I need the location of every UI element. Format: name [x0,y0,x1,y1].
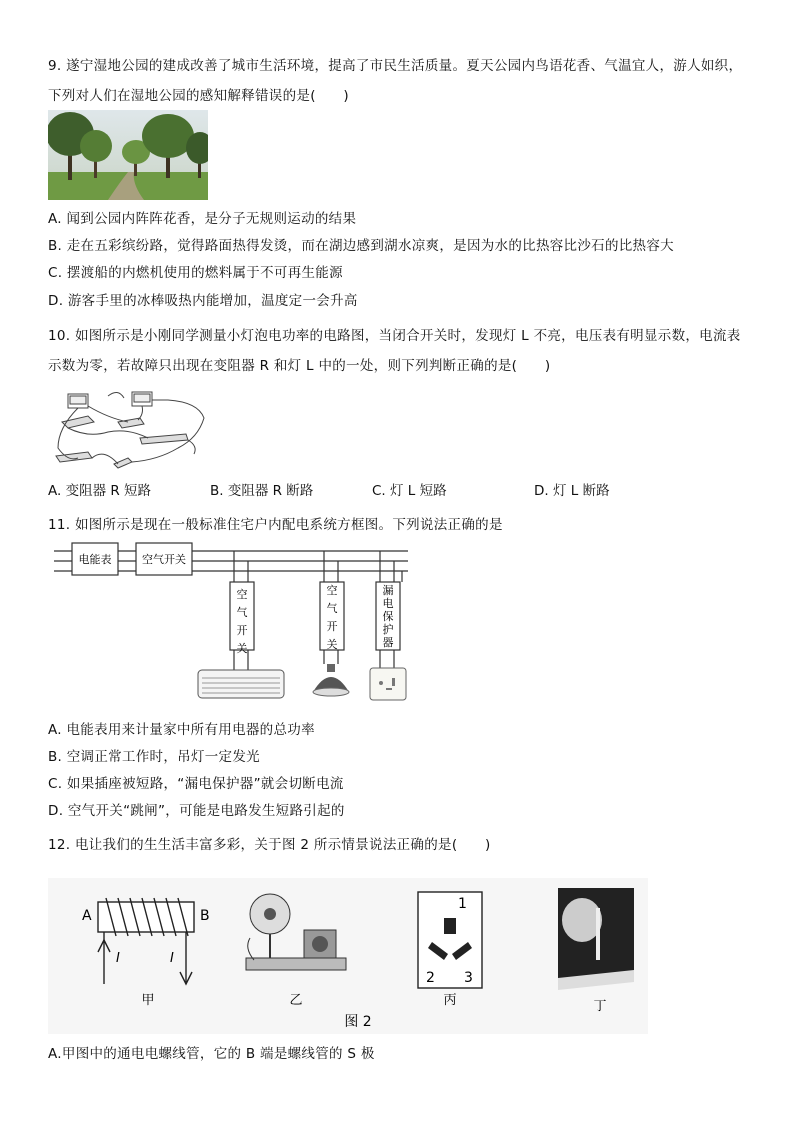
q12-option-a: A.甲图中的通电电螺线管，它的 B 端是螺线管的 S 极 [48,1046,375,1062]
branch2-label: 空气开关 [326,584,338,651]
branch3-label: 漏电保护器 [382,584,394,649]
q12-stem: 12. 电让我们的生生活丰富多彩，关于图 2 所示情景说法正确的是( ) [48,837,491,853]
q9-option-d: D. 游客手里的冰棒吸热内能增加，温度定一会升高 [48,293,358,309]
q10-option-b: B. 变阻器 R 断路 [210,483,314,499]
wall-socket-icon [370,668,406,700]
q9-stem-line2: 下列对人们在湿地公园的感知解释错误的是( ) [48,88,349,104]
q10-option-a: A. 变阻器 R 短路 [48,483,152,499]
figure-2 [48,878,648,1034]
current-label-left: I [116,951,120,966]
end-b-label: B [200,908,210,924]
q9-option-b: B. 走在五彩缤纷路，觉得路面热得发烫，而在湖边感到湖水凉爽，是因为水的比热容比沙石的比热容大 [48,238,674,254]
branch1-label: 空气开关 [236,588,248,655]
current-label-right: I [170,951,174,966]
label-bing: 丙 [443,993,457,1008]
q11-stem: 11. 如图所示是现在一般标准住宅户内配电系统方框图。下列说法正确的是 [48,517,503,533]
q10-stem-line1: 10. 如图所示是小刚同学测量小灯泡电功率的电路图，当闭合开关时，发现灯 L 不亮，电压表有明显示数，电流表 [48,328,741,344]
label-jia: 甲 [141,993,155,1008]
q9-option-a: A. 闻到公园内阵阵花香，是分子无规则运动的结果 [48,211,357,227]
meter-label: 电能表 [78,553,112,566]
socket-pin-2: 2 [426,970,435,986]
q11-option-b: B. 空调正常工作时，吊灯一定发光 [48,749,260,765]
air-conditioner-icon [198,670,284,698]
q10-circuit-figure [48,388,208,470]
distribution-diagram [48,540,418,706]
q11-option-a: A. 电能表用来计量家中所有用电器的总功率 [48,722,315,738]
figure-caption: 图 2 [344,1014,372,1030]
socket-pin-1: 1 [458,896,467,912]
q11-option-d: D. 空气开关“跳闸”，可能是电路发生短路引起的 [48,803,345,819]
q10-option-c: C. 灯 L 短路 [372,483,447,499]
pendant-lamp-icon [313,664,349,696]
label-yi: 乙 [289,993,303,1008]
q10-stem-line2: 示数为零，若故障只出现在变阻器 R 和灯 L 中的一处，则下列判断正确的是( ) [48,358,551,374]
label-ding: 丁 [593,999,607,1014]
q9-option-c: C. 摆渡船的内燃机使用的燃料属于不可再生能源 [48,265,343,281]
end-a-label: A [82,908,92,924]
socket-pin-3: 3 [464,970,473,986]
main-switch-label: 空气开关 [142,553,186,566]
q9-stem-line1: 9. 遂宁湿地公园的建成改善了城市生活环境，提高了市民生活质量。夏天公园内鸟语花香、气温宜人，游人如织， [48,58,743,74]
q10-option-d: D. 灯 L 断路 [534,483,610,499]
park-photo [48,110,208,200]
q11-option-c: C. 如果插座被短路，“漏电保护器”就会切断电流 [48,776,344,792]
